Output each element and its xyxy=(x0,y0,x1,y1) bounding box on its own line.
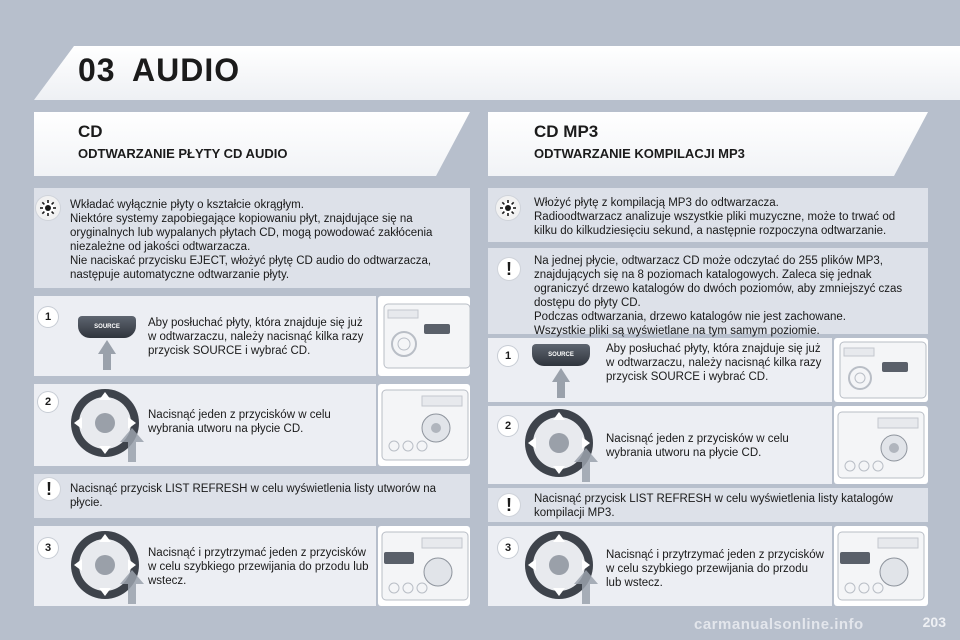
radio-device-image xyxy=(378,526,470,606)
radio-device-image xyxy=(378,296,470,376)
mp3-info-text: Włożyć płytę z kompilacją MP3 do odtwarzacza. Radioodtwarzacz analizuje wszystkie pliki muzyczne, może to trwać od kilku do kilkudziesięciu sekund, a następnie rozpoczyna odtwarzanie. xyxy=(534,197,896,237)
step-1-badge: 1 xyxy=(498,346,518,366)
mp3-subheading: ODTWARZANIE KOMPILACJI MP3 xyxy=(534,146,745,161)
step-3-badge: 3 xyxy=(498,538,518,558)
cd-info-text: Wkładać wyłącznie płyty o kształcie okrągłym. Niektóre systemy zapobiegające kopiowaniu płyt, znajdujące się na oryginalnych lub wypalanych płytach CD, mogą powodować zakłócenia niezależne od jakości odtwarzacza. Nie naciskać przycisku EJECT, włożyć płytę CD audio do odtwarzacza, następuje automatyczne odtwarzanie płyty. xyxy=(70,199,433,281)
arrow-stem xyxy=(557,382,565,398)
warning-icon: ! xyxy=(38,478,60,500)
chapter-title: AUDIO xyxy=(132,52,241,88)
step-2-badge: 2 xyxy=(498,416,518,436)
arrow-up-icon xyxy=(552,368,570,382)
page-number: 203 xyxy=(922,614,946,630)
cd-heading: CD xyxy=(78,122,103,141)
mp3-step3-text: Nacisnąć i przytrzymać jeden z przycisków w celu szybkiego przewijania do przodu lub wstecz. xyxy=(606,549,824,589)
mp3-warning-top-text: Na jednej płycie, odtwarzacz CD może odczytać do 255 plików MP3, znajdujących się na 8 poziomach katalogowych. Zaleca się jednak ograniczyć drzewo katalogów do dwóch poziomów, aby zmniejszyć czas dostępu do płyty CD. Podczas odtwarzania, drzewo katalogów nie jest zachowane. Wszystkie pliki są wyświetlane na tym samym poziomie. xyxy=(534,255,903,337)
cd-warning-text: Nacisnąć przycisk LIST REFRESH w celu wyświetlenia listy utworów na płycie. xyxy=(70,483,436,509)
sun-icon xyxy=(36,196,60,220)
source-button-illustration: SOURCE xyxy=(78,316,136,338)
step-3-badge: 3 xyxy=(38,538,58,558)
radio-device-image xyxy=(834,338,928,402)
mp3-step2-text: Nacisnąć jeden z przycisków w celu wybrania utworu na płycie CD. xyxy=(606,433,789,459)
sun-icon xyxy=(496,196,520,220)
cd-step3-text: Nacisnąć i przytrzymać jeden z przycisków w celu szybkiego przewijania do przodu lub wstecz. xyxy=(148,547,369,587)
navigation-pad-icon xyxy=(520,526,602,608)
warning-icon: ! xyxy=(498,258,520,280)
mp3-heading: CD MP3 xyxy=(534,122,599,141)
mp3-step1-text: Aby posłuchać płyty, która znajduje się już w odtwarzaczu, należy nacisnąć kilka razy przycisk SOURCE i wybrać CD. xyxy=(606,343,822,383)
navigation-pad-icon xyxy=(66,384,148,466)
cd-step2-text: Nacisnąć jeden z przycisków w celu wybrania utworu na płycie CD. xyxy=(148,409,331,435)
source-button-illustration: SOURCE xyxy=(532,344,590,366)
warning-icon: ! xyxy=(498,494,520,516)
navigation-pad-icon xyxy=(520,404,602,486)
chapter-number: 03 xyxy=(78,52,116,88)
cd-subheading: ODTWARZANIE PŁYTY CD AUDIO xyxy=(78,146,288,161)
arrow-up-icon xyxy=(98,340,116,354)
step-2-badge: 2 xyxy=(38,392,58,412)
radio-device-image xyxy=(378,384,470,466)
radio-device-image xyxy=(834,526,928,606)
arrow-stem xyxy=(103,354,111,370)
step-1-badge: 1 xyxy=(38,307,58,327)
cd-step1-text: Aby posłuchać płyty, która znajduje się już w odtwarzaczu, należy nacisnąć kilka razy przycisk SOURCE i wybrać CD. xyxy=(148,317,364,357)
radio-device-image xyxy=(834,406,928,484)
navigation-pad-icon xyxy=(66,526,148,608)
watermark: carmanualsonline.info xyxy=(694,616,864,633)
mp3-warning-text: Nacisnąć przycisk LIST REFRESH w celu wyświetlenia listy katalogów kompilacji MP3. xyxy=(534,493,893,519)
